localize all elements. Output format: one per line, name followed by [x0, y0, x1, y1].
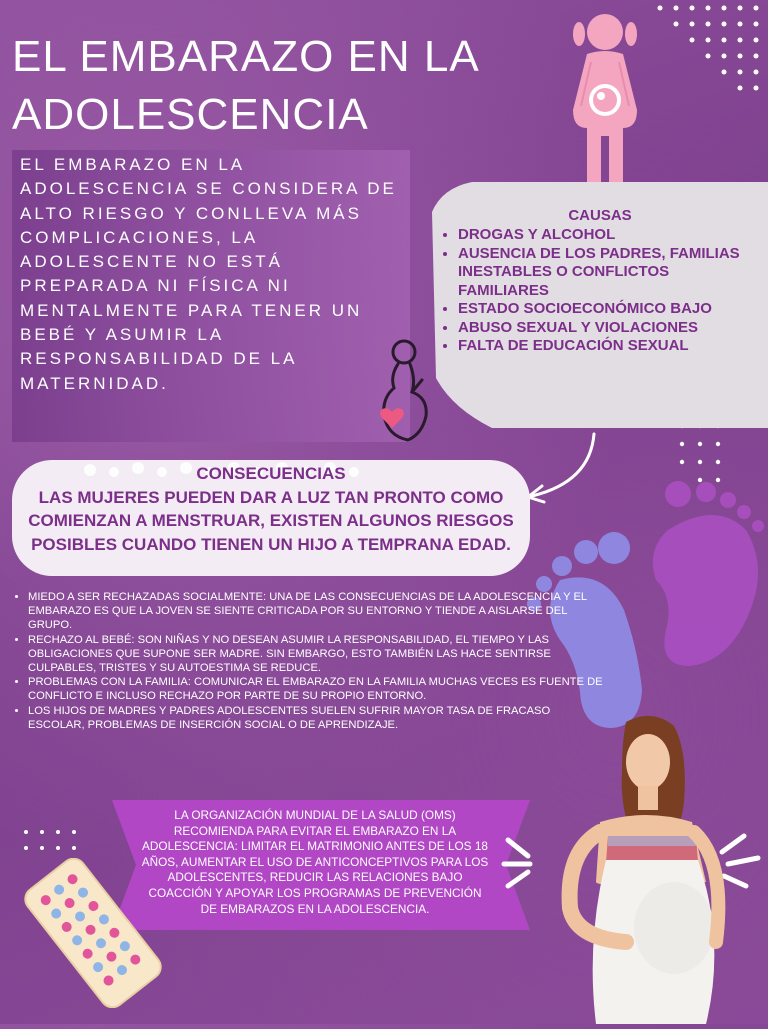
consequences-list — [14, 590, 604, 732]
cause-item: • FALTA DE EDUCACIÓN SEXUAL — [458, 337, 760, 356]
consequences-title: CONSECUENCIAS — [196, 464, 346, 483]
cause-item: • ESTADO SOCIOECONÓMICO BAJO — [458, 300, 760, 319]
list-item: • LOS HIJOS DE MADRES Y PADRES ADOLESCENTES SUELEN SUFRIR MAYOR TASA DE FRACASO ESCOLAR, PROBLEMAS DE INSERCIÓN SOCIAL O DE APRENDIZAJE. — [28, 704, 604, 732]
list-item: • MIEDO A SER RECHAZADAS SOCIALMENTE: UNA DE LAS CONSECUENCIAS DE LA ADOLESCENCIA Y EL EMBARAZO ES QUE LA JOVEN SE SIENTE CRITICADA POR SU ENTORNO Y TIENDE A AISLARSE DEL GRUPO. — [28, 590, 604, 633]
list-item: • PROBLEMAS CON LA FAMILIA: COMUNICAR EL EMBARAZO EN LA FAMILIA MUCHAS VECES ES FUENTE DE CONFLICTO E INCLUSO RECHAZO POR PARTE DE SU PROPIO ENTORNO. — [28, 675, 604, 703]
causes-list — [440, 226, 760, 356]
list-item: • RECHAZO AL BEBÉ: SON NIÑAS Y NO DESEAN ASUMIR LA RESPONSABILIDAD, EL TIEMPO Y LAS OBLIGACIONES QUE SUPONE SER MADRE. SIN EMBARGO, ESTO TAMBIÉN LAS HACE SENTIRSE CULPABLES, TRISTES Y SU AUTOESTIMA SE REDUCE. — [28, 633, 604, 676]
cause-item: • AUSENCIA DE LOS PADRES, FAMILIAS INESTABLES O CONFLICTOS FAMILIARES — [458, 245, 760, 301]
page-title — [12, 28, 552, 144]
sparkle-icon — [500, 832, 556, 892]
causes-section — [440, 207, 760, 356]
intro-text: EL EMBARAZO EN LA ADOLESCENCIA SE CONSIDERA DE ALTO RIESGO Y CONLLEVA MÁS COMPLICACIONES, LA ADOLESCENTE NO ESTÁ PREPARADA NI FÍSICA NI MENTALMENTE PARA TENER UN BEBÉ Y ASUMIR LA RESPONSABILIDAD DE LA MATERNIDAD. — [20, 155, 397, 393]
dot-grid-top-right — [650, 0, 768, 95]
title-line-2: ADOLESCENCIA — [12, 90, 369, 139]
consequences-body: LAS MUJERES PUEDEN DAR A LUZ TAN PRONTO COMO COMIENZAN A MENSTRUAR, EXISTEN ALGUNOS RIESGOS POSIBLES CUANDO TIENEN UN HIJO A TEMPRANA EDAD. — [28, 487, 514, 554]
dots-icon — [650, 0, 768, 95]
title-line-1: EL EMBARAZO EN LA — [12, 32, 480, 81]
cause-item: • ABUSO SEXUAL Y VIOLACIONES — [458, 319, 760, 338]
pregnant-woman-photo — [556, 712, 736, 1024]
cause-item: • DROGAS Y ALCOHOL — [458, 226, 760, 245]
causes-title: CAUSAS — [568, 207, 632, 224]
oms-text: LA ORGANIZACIÓN MUNDIAL DE LA SALUD (OMS) RECOMIENDA PARA EVITAR EL EMBARAZO EN LA ADOLESCENCIA: LIMITAR EL MATRIMONIO ANTES DE LOS 18 AÑOS, AUMENTAR EL USO DE ANTICONCEPTIVOS PARA LOS ADOLESCENTES, REDUCIR LAS RELACIONES BAJO COACCIÓN Y APOYAR LOS PROGRAMAS DE PREVENCIÓN DE EMBARAZOS EN LA ADOLESCENCIA. — [141, 808, 489, 916]
consequences-section — [12, 462, 530, 556]
pregnant-silhouette-icon — [372, 336, 432, 444]
pregnant-girl-icon — [565, 10, 645, 196]
pill-pack-icon — [18, 858, 168, 1008]
